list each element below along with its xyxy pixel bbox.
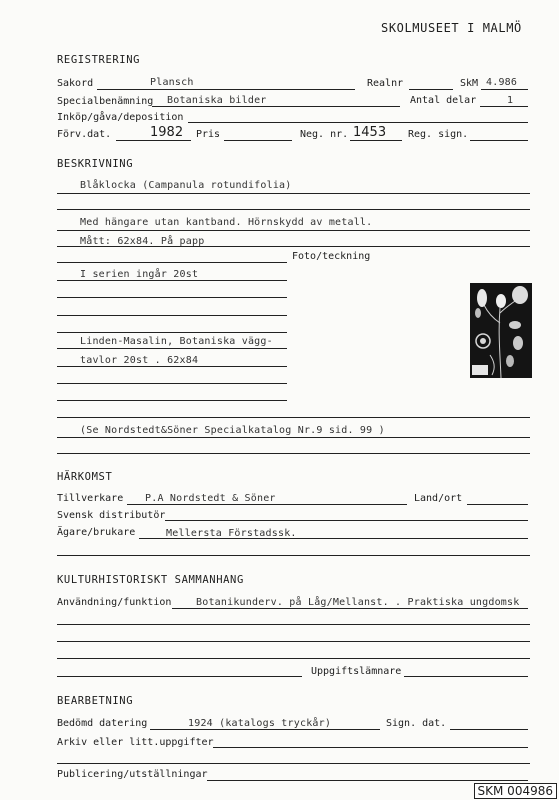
uppgiftslamnare-label: Uppgiftslämnare bbox=[311, 666, 402, 677]
foto-teckning-label: Foto/teckning bbox=[292, 251, 371, 262]
antal-delar-value: 1 bbox=[507, 95, 514, 106]
specialbenamning-label: Specialbenämning bbox=[57, 96, 154, 107]
section-heading-kulturhistoriskt: KULTURHISTORISKT SAMMANHANG bbox=[57, 574, 244, 586]
skm-label: SkM bbox=[460, 78, 479, 89]
poster-photo bbox=[470, 283, 532, 378]
beskrivning-line-6: tavlor 20st . 62x84 bbox=[80, 355, 199, 366]
section-heading-beskrivning: BESKRIVNING bbox=[57, 158, 134, 170]
agare-brukare-value: Mellersta Förstadssk. bbox=[166, 528, 297, 539]
land-ort-label: Land/ort bbox=[414, 493, 463, 504]
antal-delar-label: Antal delar bbox=[410, 95, 477, 106]
section-heading-harkomst: HÄRKOMST bbox=[57, 471, 113, 483]
neg-nr-value: 1453 bbox=[353, 125, 387, 140]
beskrivning-line-5: Linden-Masalin, Botaniska vägg- bbox=[80, 336, 273, 347]
anvandning-label: Användning/funktion bbox=[57, 597, 172, 608]
skm-stamp: SKM 004986 bbox=[474, 783, 557, 799]
section-heading-bearbetning: BEARBETNING bbox=[57, 695, 134, 707]
publicering-label: Publicering/utställningar bbox=[57, 769, 208, 780]
inkop-label: Inköp/gåva/deposition bbox=[57, 112, 184, 123]
svensk-distributor-label: Svensk distributör bbox=[57, 510, 166, 521]
beskrivning-line-3: Mått: 62x84. På papp bbox=[80, 236, 205, 247]
forv-dat-value: 1982 bbox=[150, 125, 184, 140]
beskrivning-line-4: I serien ingår 20st bbox=[80, 269, 199, 280]
tillverkare-value: P.A Nordstedt & Söner bbox=[145, 493, 276, 504]
neg-nr-label: Neg. nr. bbox=[300, 129, 349, 140]
section-heading-registrering: REGISTRERING bbox=[57, 54, 141, 66]
museum-name: SKOLMUSEET I MALMÖ bbox=[381, 21, 522, 35]
sign-dat-label: Sign. dat. bbox=[386, 718, 447, 729]
forv-dat-label: Förv.dat. bbox=[57, 129, 112, 140]
reg-sign-label: Reg. sign. bbox=[408, 129, 469, 140]
anvandning-value: Botanikunderv. på Låg/Mellanst. . Praktiska ungdomsk bbox=[196, 597, 520, 608]
beskrivning-line-2: Med hängare utan kantband. Hörnskydd av metall. bbox=[80, 217, 373, 228]
agare-brukare-label: Ägare/brukare bbox=[57, 527, 136, 538]
bedomd-datering-label: Bedömd datering bbox=[57, 718, 148, 729]
beskrivning-line-1: Blåklocka (Campanula rotundifolia) bbox=[80, 180, 292, 191]
sakord-label: Sakord bbox=[57, 78, 94, 89]
pris-label: Pris bbox=[196, 129, 221, 140]
beskrivning-line-7: (Se Nordstedt&Söner Specialkatalog Nr.9 sid. 99 ) bbox=[80, 425, 385, 436]
realnr-label: Realnr bbox=[367, 78, 404, 89]
sakord-value: Plansch bbox=[150, 77, 194, 88]
specialbenamning-value: Botaniska bilder bbox=[167, 95, 267, 106]
skm-value: 4.986 bbox=[486, 77, 518, 88]
tillverkare-label: Tillverkare bbox=[57, 493, 124, 504]
arkiv-label: Arkiv eller litt.uppgifter bbox=[57, 737, 214, 748]
bedomd-datering-value: 1924 (katalogs tryckår) bbox=[188, 718, 332, 729]
